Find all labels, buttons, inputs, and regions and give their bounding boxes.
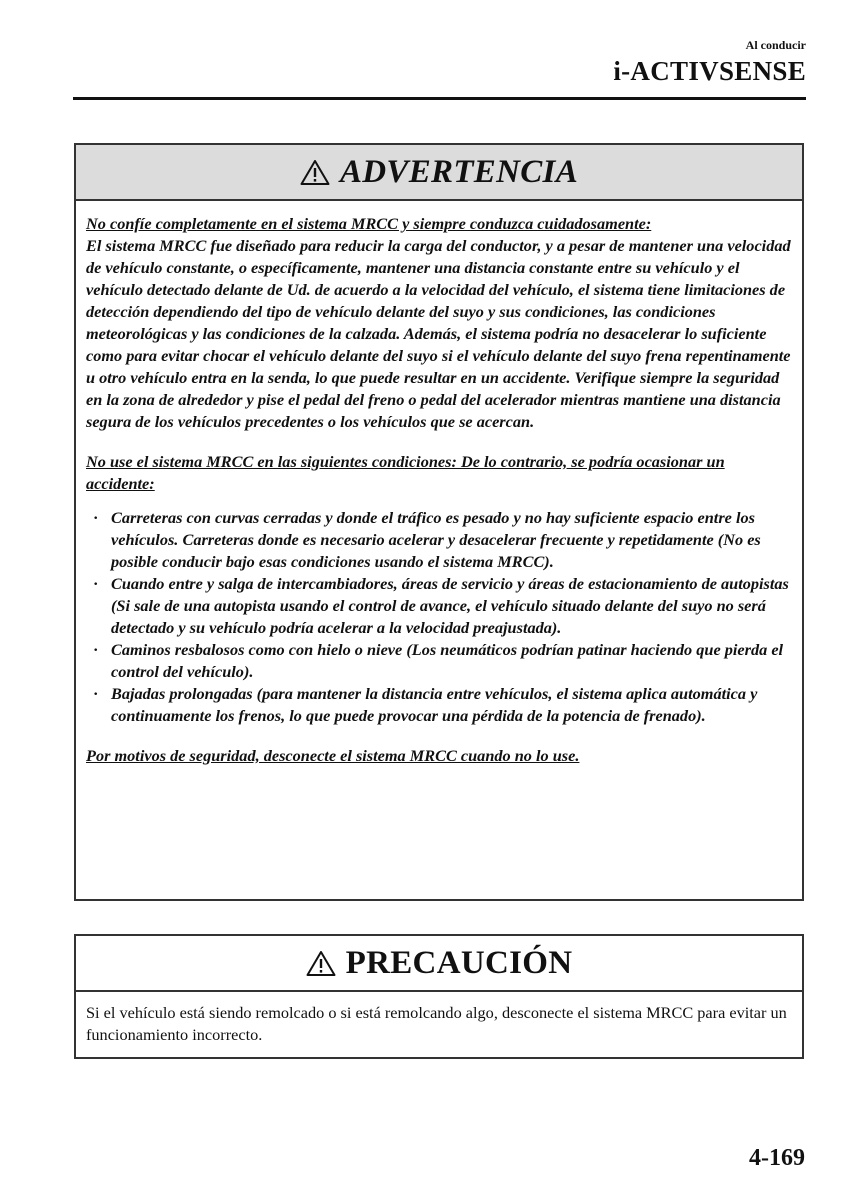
warning-footer-note: Por motivos de seguridad, desconecte el sistema MRCC cuando no lo use. — [86, 746, 580, 765]
caution-header — [76, 936, 802, 992]
warning-box — [74, 143, 804, 901]
section-label: Al conducir — [745, 38, 806, 52]
warning-heading-1: No confíe completamente en el sistema MRCC y siempre conduzca cuidadosamente: — [86, 214, 652, 233]
condition-list — [86, 507, 792, 727]
list-item: · Caminos resbalosos como con hielo o nieve (Los neumáticos podrían patinar haciendo que pierda el control del vehículo). — [93, 640, 784, 681]
page-number: 4-169 — [749, 1145, 805, 1171]
warning-title: ADVERTENCIA — [339, 153, 579, 190]
header-rule — [73, 97, 806, 100]
bullet-icon: · — [93, 640, 99, 659]
warning-header — [76, 145, 802, 201]
bullet-icon: · — [93, 574, 99, 593]
warning-paragraph-1: El sistema MRCC fue diseñado para reducir la carga del conductor, y a pesar de mantener una velocidad de vehículo constante, o específicamente, mantener una distancia constante entre su vehículo y el vehículo detectado delante de Ud. de acuerdo a la velocidad del vehículo, el sistema tiene limitaciones de detección dependiendo del tipo de vehículo delante del suyo y sus condiciones, las condiciones meteorológicas y las condiciones de la calzada. Además, el sistema podría no desacelerar lo suficiente como para evitar chocar el vehículo delante del suyo si el vehículo delante del suyo frena repentinamente u otro vehículo entra en la senda, lo que puede resultar en un accidente. Verifique siempre la seguridad en la zona de alrededor y pise el pedal del freno o pedal del acelerador mientras mantiene una distancia segura de los vehículos precedentes o los vehículos que se acercan. — [86, 236, 791, 431]
bullet-icon: · — [93, 508, 99, 527]
list-item: · Cuando entre y salga de intercambiadores, áreas de servicio y áreas de estacionamiento de autopistas (Si sale de una autopista usando el control de avance, el vehículo situado delante del suyo no será detectado y su vehículo podría acelerar a la velocidad preajustada). — [93, 574, 789, 637]
caution-body: Si el vehículo está siendo remolcado o si está remolcando algo, desconecte el sistema MRCC para evitar un funcionamiento incorrecto. — [86, 1003, 787, 1044]
warning-heading-2: No use el sistema MRCC en las siguientes condiciones: De lo contrario, se podría ocasionar un accidente: — [86, 452, 725, 493]
bullet-icon: · — [93, 684, 99, 703]
warning-body — [76, 201, 802, 767]
warning-triangle-icon — [300, 159, 330, 186]
warning-triangle-icon — [306, 950, 336, 977]
list-item: · Bajadas prolongadas (para mantener la distancia entre vehículos, el sistema aplica automática y continuamente los frenos, lo que puede provocar una pérdida de la potencia de frenado). — [93, 684, 758, 725]
list-item: · Carreteras con curvas cerradas y donde el tráfico es pesado y no hay suficiente espacio entre los vehículos. Carreteras donde es necesario acelerar y desacelerar frecuente y repetidamente (No es posible conducir bajo esas condiciones usando el sistema MRCC). — [93, 508, 761, 571]
chapter-title: i-ACTIVSENSE — [613, 56, 806, 86]
caution-box — [74, 934, 804, 1059]
page-header — [73, 38, 806, 87]
caution-title: PRECAUCIÓN — [345, 944, 573, 981]
